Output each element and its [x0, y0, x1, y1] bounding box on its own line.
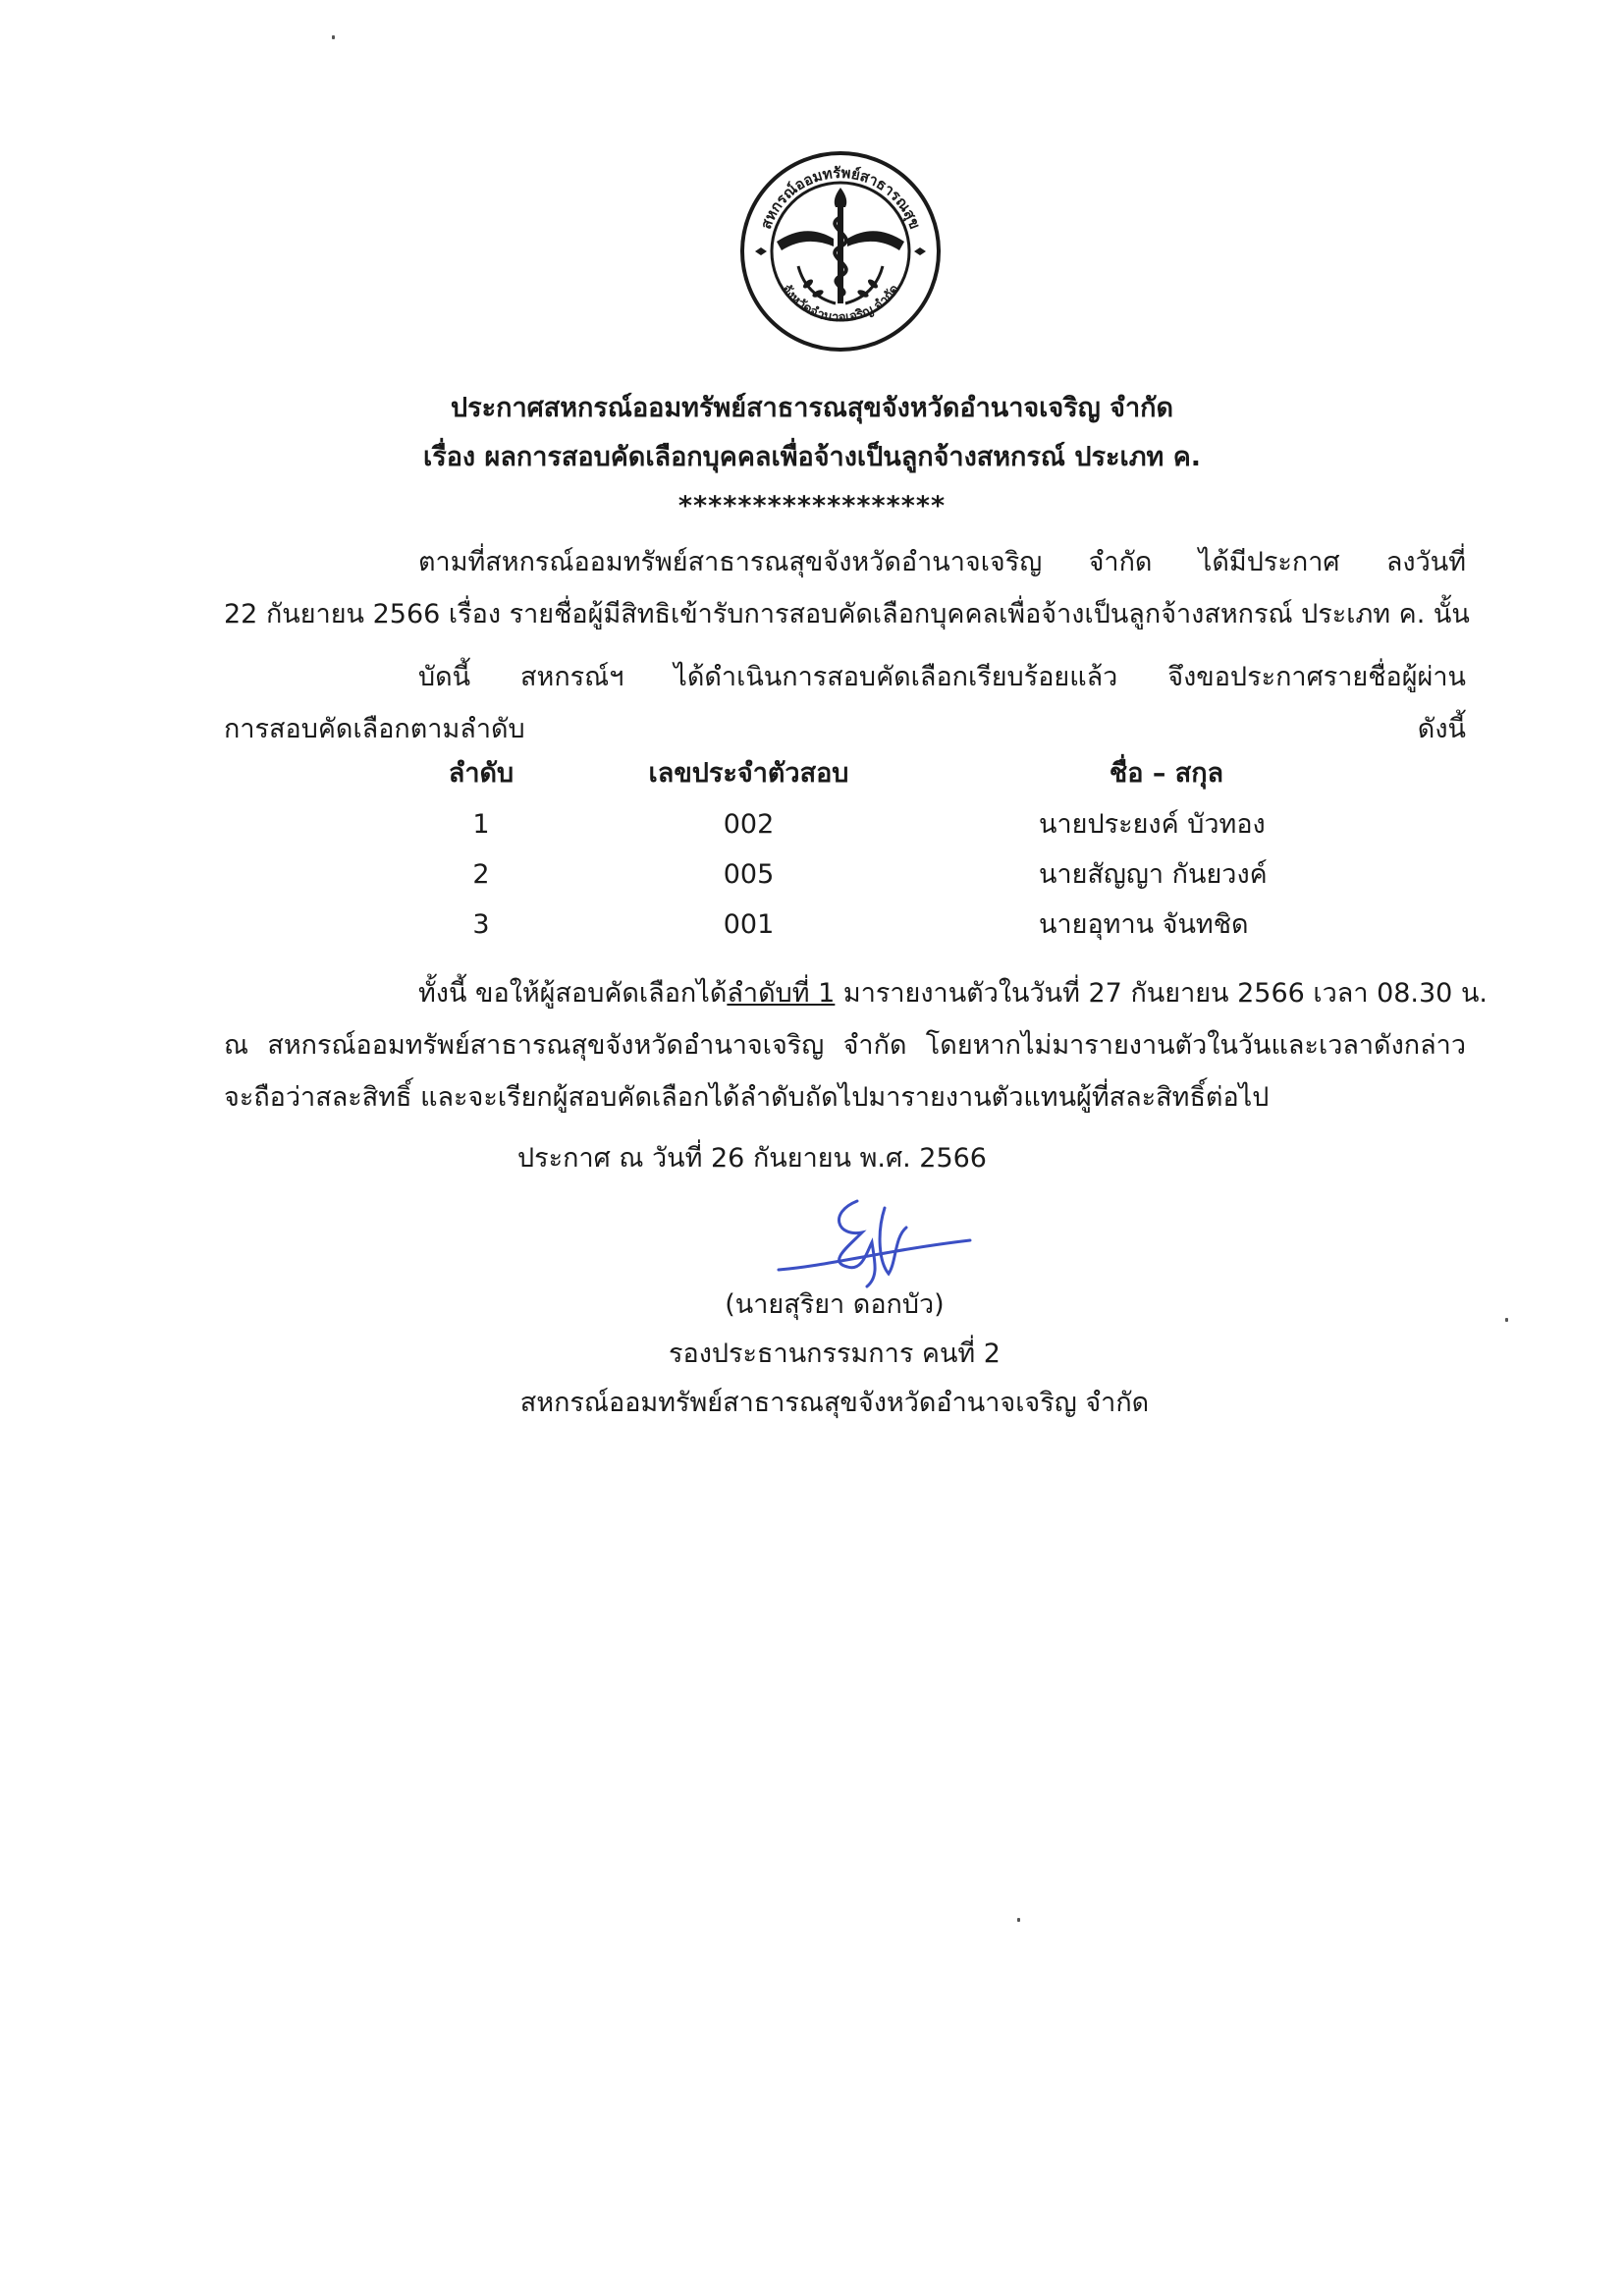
table-cell-exam-id: 005	[723, 859, 775, 890]
scan-speck	[1505, 1318, 1508, 1322]
seal-bottom-text: จังหวัดอำนาจเจริญ จำกัด	[778, 282, 903, 326]
paragraph-line: บัดนี้ สหกรณ์ฯ ได้ดำเนินการสอบคัดเลือกเรียบร้อยแล้ว จึงขอประกาศรายชื่อผู้ผ่าน	[418, 662, 1466, 692]
table-header-rank: ลำดับ	[448, 758, 514, 789]
handwritten-signature	[769, 1193, 975, 1301]
seal-top-text: สหกรณ์ออมทรัพย์สาธารณสุข	[756, 163, 925, 232]
table-header-exam-id: เลขประจำตัวสอบ	[648, 758, 849, 789]
instruction-text: ทั้งนี้ ขอให้ผู้สอบคัดเลือกได้	[418, 978, 728, 1009]
signatory-position: รองประธานกรรมการ คนที่ 2	[669, 1339, 1001, 1369]
table-cell-name: นายอุทาน จันทชิด	[1039, 909, 1249, 940]
paragraph-line: จะถือว่าสละสิทธิ์ และจะเรียกผู้สอบคัดเลือกได้ลำดับถัดไปมารายงานตัวแทนผู้ที่สละสิทธิ์ต่อไป	[224, 1082, 1270, 1113]
scan-speck	[332, 35, 335, 39]
table-cell-exam-id: 001	[723, 909, 775, 940]
paragraph-reporting-instructions	[224, 967, 1488, 1123]
paragraph-line: ณ สหกรณ์ออมทรัพย์สาธารณสุขจังหวัดอำนาจเจริญ จำกัด โดยหากไม่มารายงานตัวในวันและเวลาดังกล่าว	[224, 1030, 1466, 1061]
announcement-subject: เรื่อง ผลการสอบคัดเลือกบุคคลเพื่อจ้างเป็นลูกจ้างสหกรณ์ ประเภท ค.	[422, 442, 1202, 472]
paragraph-reference	[224, 536, 1470, 640]
table-cell-name: นายสัญญา กันยวงค์	[1039, 859, 1268, 890]
table-cell-name: นายประยงค์ บัวทอง	[1039, 809, 1266, 840]
instruction-text: มารายงานตัวในวันที่ 27 กันยายน 2566 เวลา 08.30 น.	[835, 978, 1488, 1009]
announcement-title: ประกาศสหกรณ์ออมทรัพย์สาธารณสุขจังหวัดอำนาจเจริญ จำกัด	[450, 393, 1173, 423]
paragraph-line: การสอบคัดเลือกตามลำดับ ดังนี้	[224, 714, 1466, 744]
underlined-rank: ลำดับที่ 1	[727, 978, 836, 1009]
paragraph-line: ตามที่สหกรณ์ออมทรัพย์สาธารณสุขจังหวัดอำนาจเจริญ จำกัด ได้มีประกาศ ลงวันที่	[418, 547, 1466, 577]
announcement-date: ประกาศ ณ วันที่ 26 กันยายน พ.ศ. 2566	[517, 1143, 987, 1174]
paragraph-line	[224, 967, 1488, 1019]
table-header-name: ชื่อ – สกุล	[1109, 758, 1224, 789]
signatory-organization: สหกรณ์ออมทรัพย์สาธารณสุขจังหวัดอำนาจเจริญ จำกัด	[519, 1388, 1150, 1418]
table-cell-exam-id: 002	[723, 809, 775, 840]
paragraph-line: 22 กันยายน 2566 เรื่อง รายชื่อผู้มีสิทธิเข้ารับการสอบคัดเลือกบุคคลเพื่อจ้างเป็นลูกจ้างสหกรณ์ ประเภท ค. นั้น	[224, 599, 1470, 629]
separator-stars: ******************	[677, 491, 947, 521]
table-cell-rank: 2	[472, 859, 490, 890]
scan-speck	[1017, 1918, 1020, 1922]
table-cell-rank: 3	[472, 909, 490, 940]
cooperative-seal-icon	[737, 148, 944, 355]
signatory-name: (นายสุริยา ดอกบัว)	[725, 1289, 945, 1320]
table-cell-rank: 1	[472, 809, 490, 840]
paragraph-results-intro	[224, 651, 1466, 755]
